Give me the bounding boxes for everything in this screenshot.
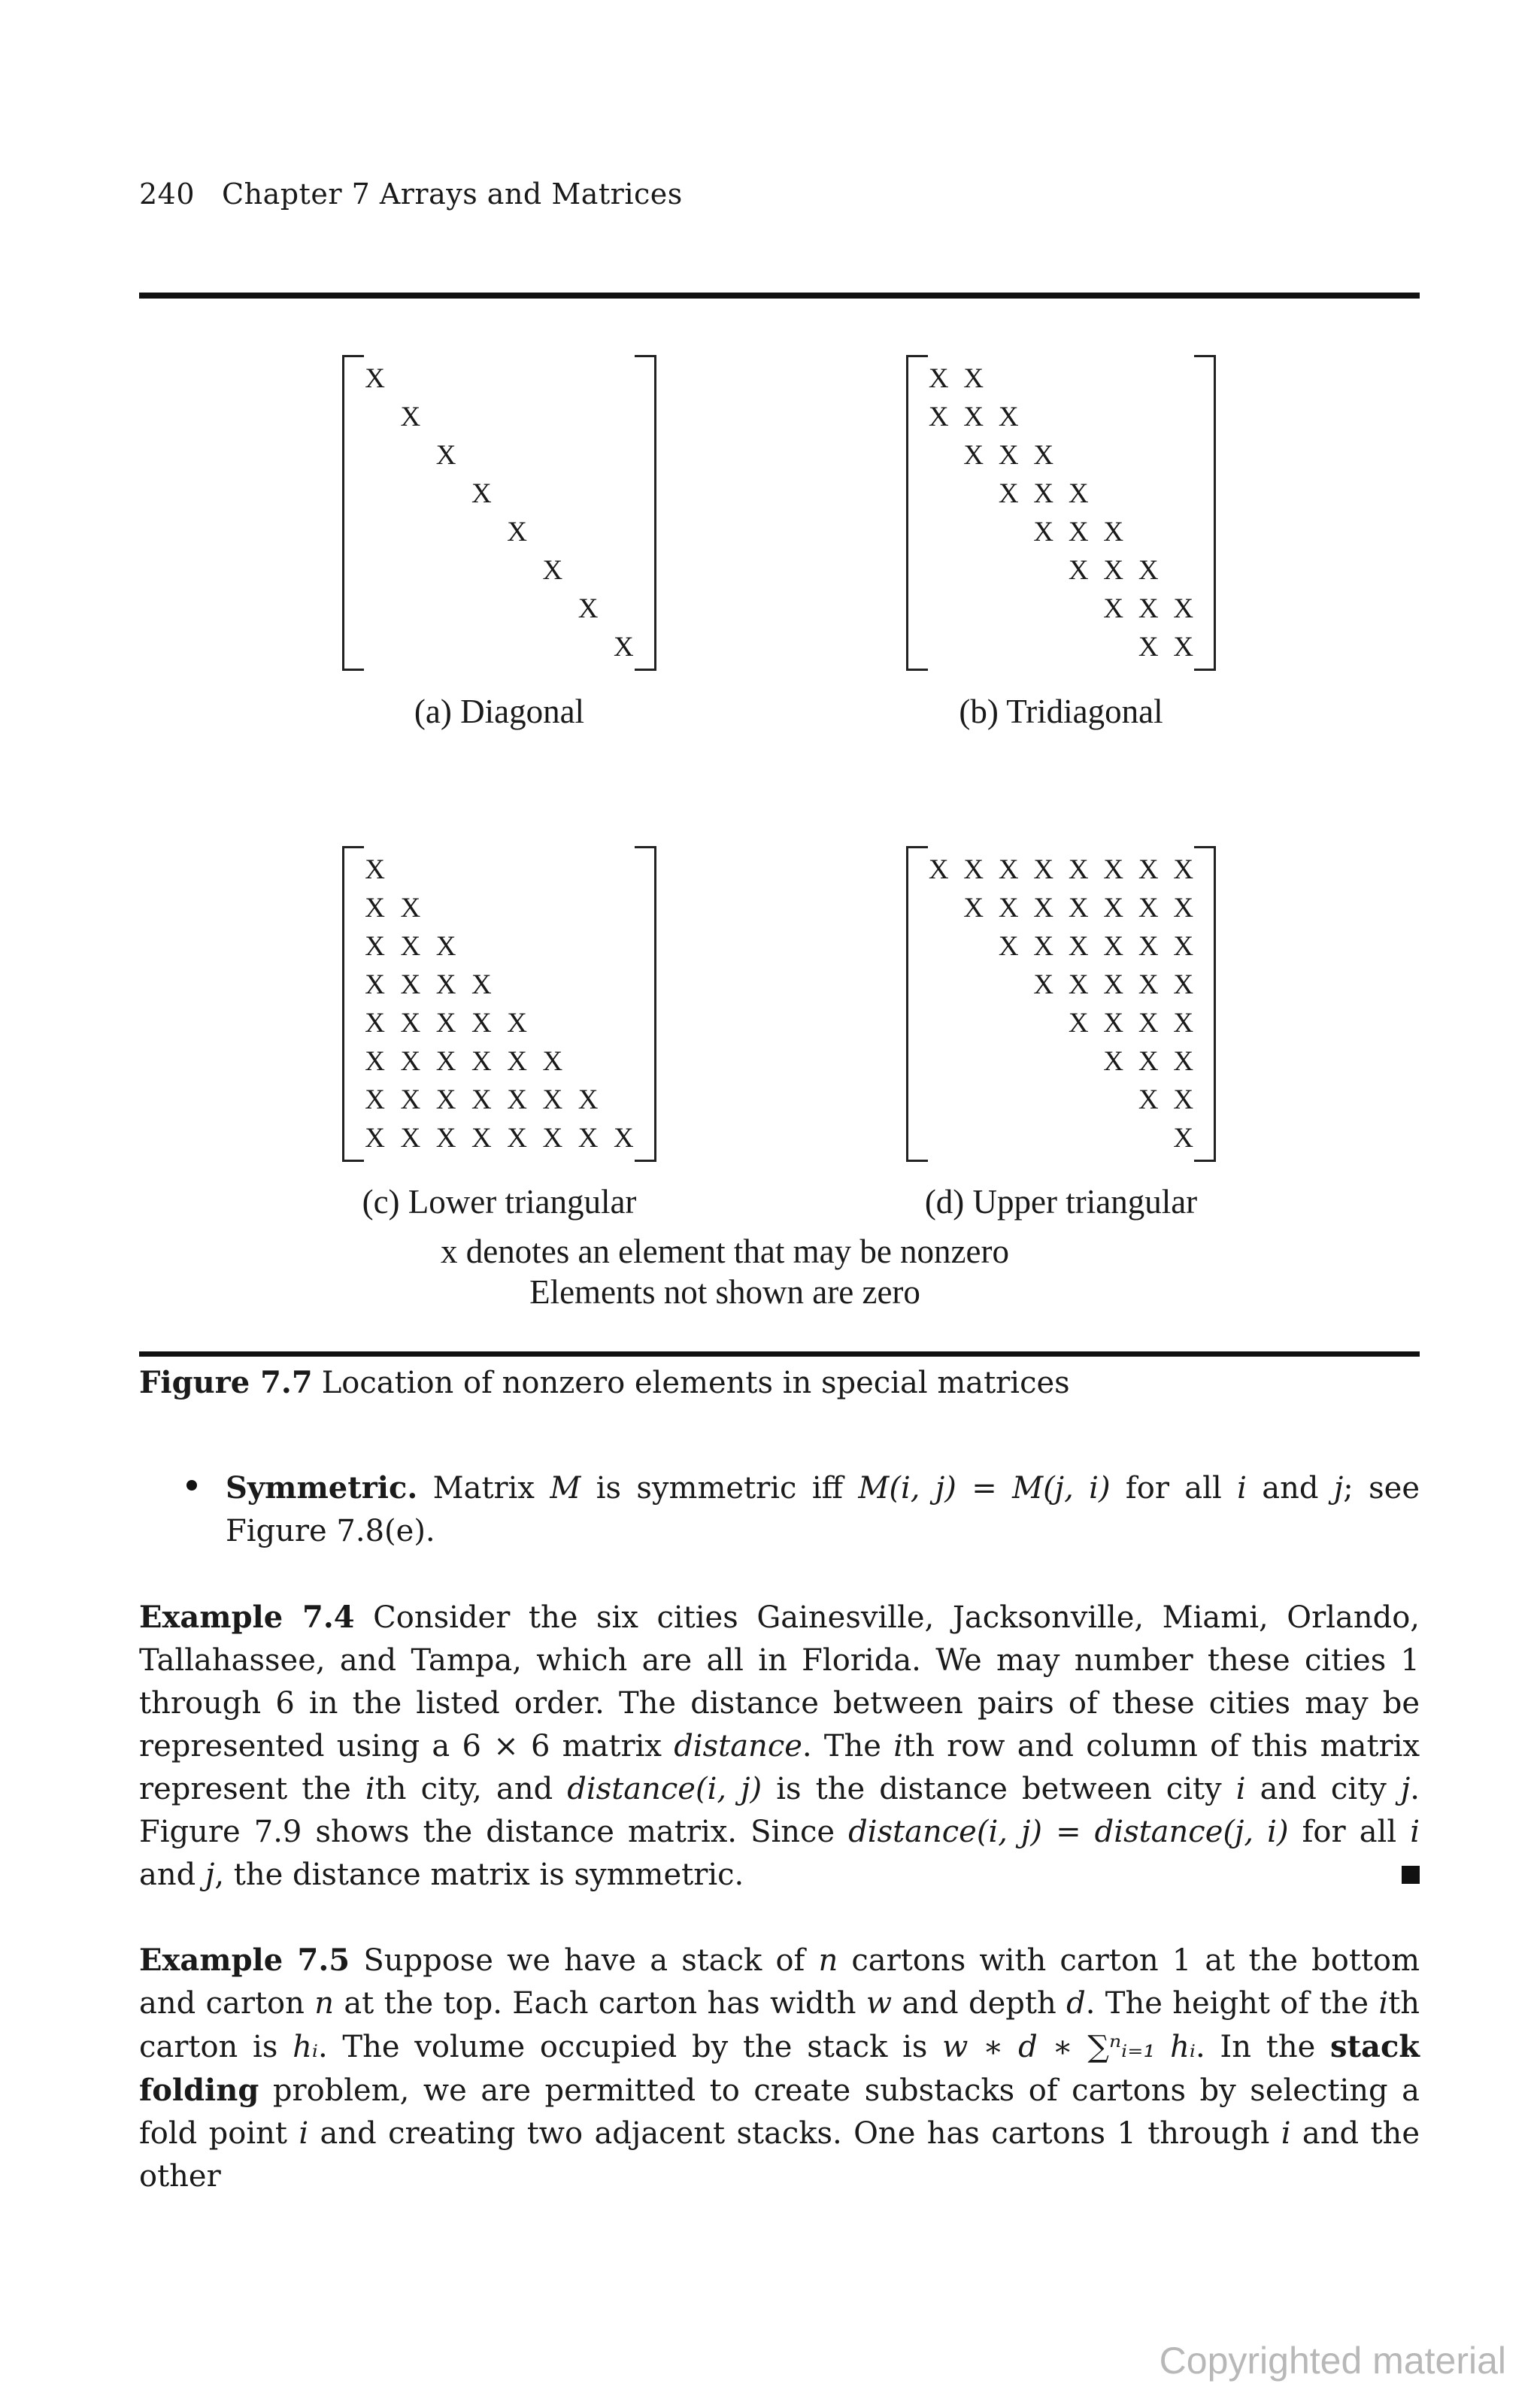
matrix-nonzero-mark: X xyxy=(1033,854,1054,885)
symmetric-text: Matrix xyxy=(432,1471,550,1506)
matrix-nonzero-mark: X xyxy=(928,401,949,432)
example-7-5-text: . The height of the xyxy=(1085,1986,1379,2021)
caption-upper-triangular: (d) Upper triangular xyxy=(924,1183,1198,1221)
example-7-5-text: at the top. Each carton has width xyxy=(333,1986,866,2021)
example-7-4-text: for all xyxy=(1288,1815,1411,1849)
matrix-nonzero-mark: X xyxy=(1173,892,1194,923)
matrix-nonzero-mark: X xyxy=(435,1122,456,1154)
matrix-nonzero-mark: X xyxy=(400,969,421,1000)
example-7-4-math: j xyxy=(1400,1772,1411,1806)
matrix-nonzero-mark: X xyxy=(1103,854,1124,885)
left-bracket xyxy=(906,846,928,1162)
example-7-4-math: distance(i, j) xyxy=(567,1772,762,1806)
matrix-nonzero-mark: X xyxy=(400,1084,421,1115)
matrix-nonzero-mark: X xyxy=(542,1122,563,1154)
example-7-5-math: d xyxy=(1066,1986,1086,2021)
tridiagonal-matrix xyxy=(906,355,1216,671)
matrix-nonzero-mark: X xyxy=(1033,969,1054,1000)
matrix-nonzero-mark: X xyxy=(1033,892,1054,923)
matrix-nonzero-mark: X xyxy=(542,1045,563,1077)
matrix-nonzero-mark: X xyxy=(471,1122,492,1154)
matrix-nonzero-mark: X xyxy=(998,439,1019,471)
matrix-nonzero-mark: X xyxy=(365,969,385,1000)
matrix-nonzero-mark: X xyxy=(365,854,385,885)
example-7-4-math: i xyxy=(365,1772,375,1806)
matrix-nonzero-mark: X xyxy=(365,1084,385,1115)
matrix-nonzero-mark: X xyxy=(1103,554,1124,586)
matrix-nonzero-mark: X xyxy=(963,362,984,394)
matrix-nonzero-mark: X xyxy=(400,1122,421,1154)
example-7-5-math: w xyxy=(865,1986,893,2021)
matrix-nonzero-mark: X xyxy=(1068,554,1089,586)
matrix-nonzero-mark: X xyxy=(507,516,527,547)
symmetric-text: and xyxy=(1246,1471,1334,1506)
matrix-nonzero-mark: X xyxy=(1173,969,1194,1000)
matrix-nonzero-mark: X xyxy=(365,1045,385,1077)
matrix-nonzero-mark: X xyxy=(365,892,385,923)
matrix-nonzero-mark: X xyxy=(1033,439,1054,471)
example-7-4-text: . Figure 7.9 shows the distance matrix. Since xyxy=(139,1772,1420,1849)
figure-caption xyxy=(139,1365,1070,1400)
matrix-nonzero-mark: X xyxy=(1138,554,1159,586)
example-7-5 xyxy=(139,1939,1420,2198)
matrix-nonzero-mark: X xyxy=(507,1007,527,1039)
bullet-icon xyxy=(186,1480,197,1491)
matrix-nonzero-mark: X xyxy=(1173,631,1194,663)
matrix-nonzero-mark: X xyxy=(614,1122,634,1154)
matrix-nonzero-mark: X xyxy=(365,1122,385,1154)
matrix-nonzero-mark: X xyxy=(1103,1045,1124,1077)
symmetric-var-m: M xyxy=(550,1471,581,1506)
matrix-nonzero-mark: X xyxy=(1103,892,1124,923)
matrix-nonzero-mark: X xyxy=(400,930,421,962)
matrix-nonzero-mark: X xyxy=(1173,1007,1194,1039)
matrix-nonzero-mark: X xyxy=(1138,1084,1159,1115)
matrix-nonzero-mark: X xyxy=(998,930,1019,962)
example-7-5-text: th carton is xyxy=(139,1986,1420,2064)
example-7-5-text: and creating two adjacent stacks. One has cartons 1 through xyxy=(308,2116,1281,2151)
caption-diagonal: (a) Diagonal xyxy=(414,693,585,730)
example-7-4-text: . The xyxy=(802,1729,894,1764)
figure-note-nonzero: x denotes an element that may be nonzero xyxy=(441,1233,1009,1270)
matrix-nonzero-mark: X xyxy=(1138,930,1159,962)
matrix-nonzero-mark: X xyxy=(1033,930,1054,962)
example-7-4-label: Example 7.4 xyxy=(139,1600,355,1635)
matrix-nonzero-mark: X xyxy=(614,631,634,663)
stack-folding-term: stack folding xyxy=(139,2029,1420,2108)
example-7-4-math: distance(i, j) = distance(j, i) xyxy=(848,1815,1289,1849)
figure-caption-text: Location of nonzero elements in special matrices xyxy=(321,1366,1070,1400)
example-7-5-math: n xyxy=(818,1943,838,1978)
example-7-4-text: , the distance matrix is symmetric. xyxy=(214,1858,744,1892)
matrix-nonzero-mark: X xyxy=(998,892,1019,923)
matrix-nonzero-mark: X xyxy=(365,930,385,962)
matrix-nonzero-mark: X xyxy=(1173,1045,1194,1077)
matrix-nonzero-mark: X xyxy=(400,1045,421,1077)
matrix-nonzero-mark: X xyxy=(1138,854,1159,885)
matrix-nonzero-mark: X xyxy=(1173,593,1194,624)
matrix-nonzero-mark: X xyxy=(542,1084,563,1115)
matrix-nonzero-mark: X xyxy=(963,892,984,923)
example-7-5-math: w ∗ d ∗ ∑ⁿᵢ₌₁ hᵢ xyxy=(942,2030,1196,2064)
example-7-4-text: and city xyxy=(1245,1772,1401,1806)
matrix-nonzero-mark: X xyxy=(1138,1045,1159,1077)
matrix-nonzero-mark: X xyxy=(1068,892,1089,923)
diagonal-matrix xyxy=(342,355,656,671)
matrix-nonzero-mark: X xyxy=(1068,516,1089,547)
example-7-4-text: Consider the six cities Gainesville, Jacksonville, Miami, Orlando, Tallahassee, and Tampa, which are all in Florida. We may number these cities 1 through 6 in the listed order. The distance between pairs of these cities may be represented using a 6 × 6 matrix xyxy=(139,1600,1420,1764)
matrix-nonzero-mark: X xyxy=(435,1007,456,1039)
symmetric-text: ; see Figure 7.8(e). xyxy=(226,1471,1420,1548)
matrix-nonzero-mark: X xyxy=(928,362,949,394)
matrix-nonzero-mark: X xyxy=(963,401,984,432)
figure-bottom-rule xyxy=(139,1351,1420,1357)
matrix-nonzero-mark: X xyxy=(1138,593,1159,624)
example-7-5-text: cartons with carton 1 at the bottom and carton xyxy=(139,1943,1420,2021)
example-7-5-text: Suppose we have a stack of xyxy=(363,1943,819,1978)
symmetric-text: is symmetric iff xyxy=(581,1471,859,1506)
example-7-5-label: Example 7.5 xyxy=(139,1942,350,1978)
matrix-nonzero-mark: X xyxy=(1138,1007,1159,1039)
upper-triangular-matrix xyxy=(906,846,1216,1162)
matrix-nonzero-mark: X xyxy=(507,1122,527,1154)
matrix-nonzero-mark: X xyxy=(998,401,1019,432)
right-bracket xyxy=(635,355,656,671)
example-7-5-text: and depth xyxy=(892,1986,1067,2021)
example-7-5-math: n xyxy=(314,1986,334,2021)
caption-lower-triangular: (c) Lower triangular xyxy=(362,1183,637,1221)
matrix-nonzero-mark: X xyxy=(578,1122,599,1154)
symmetric-term: Symmetric. xyxy=(226,1470,418,1506)
example-7-4-math: distance xyxy=(674,1729,802,1764)
example-7-4-math: j xyxy=(205,1858,215,1892)
copyright-watermark: Copyrighted material xyxy=(1159,2340,1506,2382)
matrix-nonzero-mark: X xyxy=(1068,969,1089,1000)
symmetric-text: for all xyxy=(1110,1471,1238,1506)
matrix-nonzero-mark: X xyxy=(928,854,949,885)
matrix-nonzero-mark: X xyxy=(542,554,563,586)
example-7-4-math: i xyxy=(1235,1772,1246,1806)
end-of-example-icon xyxy=(1402,1866,1420,1884)
matrix-nonzero-mark: X xyxy=(1173,854,1194,885)
matrix-nonzero-mark: X xyxy=(963,854,984,885)
matrix-nonzero-mark: X xyxy=(471,1084,492,1115)
example-7-5-text: and the other xyxy=(139,2116,1420,2194)
matrix-nonzero-mark: X xyxy=(1103,930,1124,962)
symmetric-var-i: i xyxy=(1237,1471,1247,1506)
matrix-nonzero-mark: X xyxy=(435,1084,456,1115)
matrix-nonzero-mark: X xyxy=(1138,631,1159,663)
example-7-4-text: is the distance between city xyxy=(762,1772,1236,1806)
symmetric-formula: M(i, j) = M(j, i) xyxy=(858,1471,1111,1506)
matrix-nonzero-mark: X xyxy=(435,1045,456,1077)
matrix-nonzero-mark: X xyxy=(1068,930,1089,962)
matrix-nonzero-mark: X xyxy=(435,969,456,1000)
matrix-nonzero-mark: X xyxy=(471,1007,492,1039)
example-7-4-text: th row and column of this matrix represent the xyxy=(139,1729,1420,1806)
figure-note-zero: Elements not shown are zero xyxy=(529,1273,920,1311)
running-head xyxy=(139,177,683,211)
caption-tridiagonal: (b) Tridiagonal xyxy=(959,693,1163,730)
matrix-nonzero-mark: X xyxy=(578,1084,599,1115)
symmetric-definition xyxy=(226,1466,1420,1553)
matrix-nonzero-mark: X xyxy=(400,1007,421,1039)
symmetric-var-j: j xyxy=(1333,1471,1344,1506)
matrix-nonzero-mark: X xyxy=(578,593,599,624)
matrix-nonzero-mark: X xyxy=(1033,478,1054,509)
matrix-nonzero-mark: X xyxy=(998,478,1019,509)
matrix-nonzero-mark: X xyxy=(1138,969,1159,1000)
matrix-nonzero-mark: X xyxy=(1103,593,1124,624)
example-7-5-text: . The volume occupied by the stack is xyxy=(317,2030,943,2064)
example-7-4-math: i xyxy=(1410,1815,1420,1849)
matrix-nonzero-mark: X xyxy=(471,1045,492,1077)
matrix-nonzero-mark: X xyxy=(1068,854,1089,885)
matrix-nonzero-mark: X xyxy=(471,478,492,509)
matrix-nonzero-mark: X xyxy=(507,1045,527,1077)
matrix-nonzero-mark: X xyxy=(1103,516,1124,547)
example-7-4-math: i xyxy=(893,1729,903,1764)
matrix-nonzero-mark: X xyxy=(507,1084,527,1115)
example-7-5-math: i xyxy=(299,2116,309,2151)
left-bracket xyxy=(342,355,364,671)
example-7-4-text: and xyxy=(139,1858,205,1892)
matrix-nonzero-mark: X xyxy=(1173,1122,1194,1154)
example-7-5-text: . In the xyxy=(1195,2030,1331,2064)
matrix-nonzero-mark: X xyxy=(471,969,492,1000)
example-7-4 xyxy=(139,1596,1420,1897)
figure-top-rule xyxy=(139,293,1420,299)
page-number: 240 xyxy=(139,177,196,211)
example-7-5-text: problem, we are permitted to create substacks of cartons by selecting a fold point xyxy=(139,2073,1420,2151)
matrix-nonzero-mark: X xyxy=(400,401,421,432)
matrix-nonzero-mark: X xyxy=(435,439,456,471)
matrix-nonzero-mark: X xyxy=(365,1007,385,1039)
matrix-nonzero-mark: X xyxy=(1033,516,1054,547)
matrix-nonzero-mark: X xyxy=(998,854,1019,885)
matrix-nonzero-mark: X xyxy=(1068,1007,1089,1039)
figure-caption-label: Figure 7.7 xyxy=(139,1365,313,1400)
matrix-nonzero-mark: X xyxy=(1103,969,1124,1000)
matrix-nonzero-mark: X xyxy=(1173,930,1194,962)
matrix-nonzero-mark: X xyxy=(1173,1084,1194,1115)
matrix-nonzero-mark: X xyxy=(365,362,385,394)
matrix-nonzero-mark: X xyxy=(400,892,421,923)
matrix-nonzero-mark: X xyxy=(1138,892,1159,923)
matrix-nonzero-mark: X xyxy=(1103,1007,1124,1039)
chapter-title: Chapter 7 Arrays and Matrices xyxy=(222,177,683,211)
example-7-5-math: i xyxy=(1281,2116,1291,2151)
example-7-5-math: i xyxy=(1378,1986,1389,2021)
example-7-4-text: th city, and xyxy=(374,1772,568,1806)
lower-triangular-matrix xyxy=(342,846,656,1162)
matrix-nonzero-mark: X xyxy=(1068,478,1089,509)
matrix-nonzero-mark: X xyxy=(963,439,984,471)
right-bracket xyxy=(635,846,656,1162)
matrix-nonzero-mark: X xyxy=(435,930,456,962)
example-7-5-math: hᵢ xyxy=(293,2030,318,2064)
